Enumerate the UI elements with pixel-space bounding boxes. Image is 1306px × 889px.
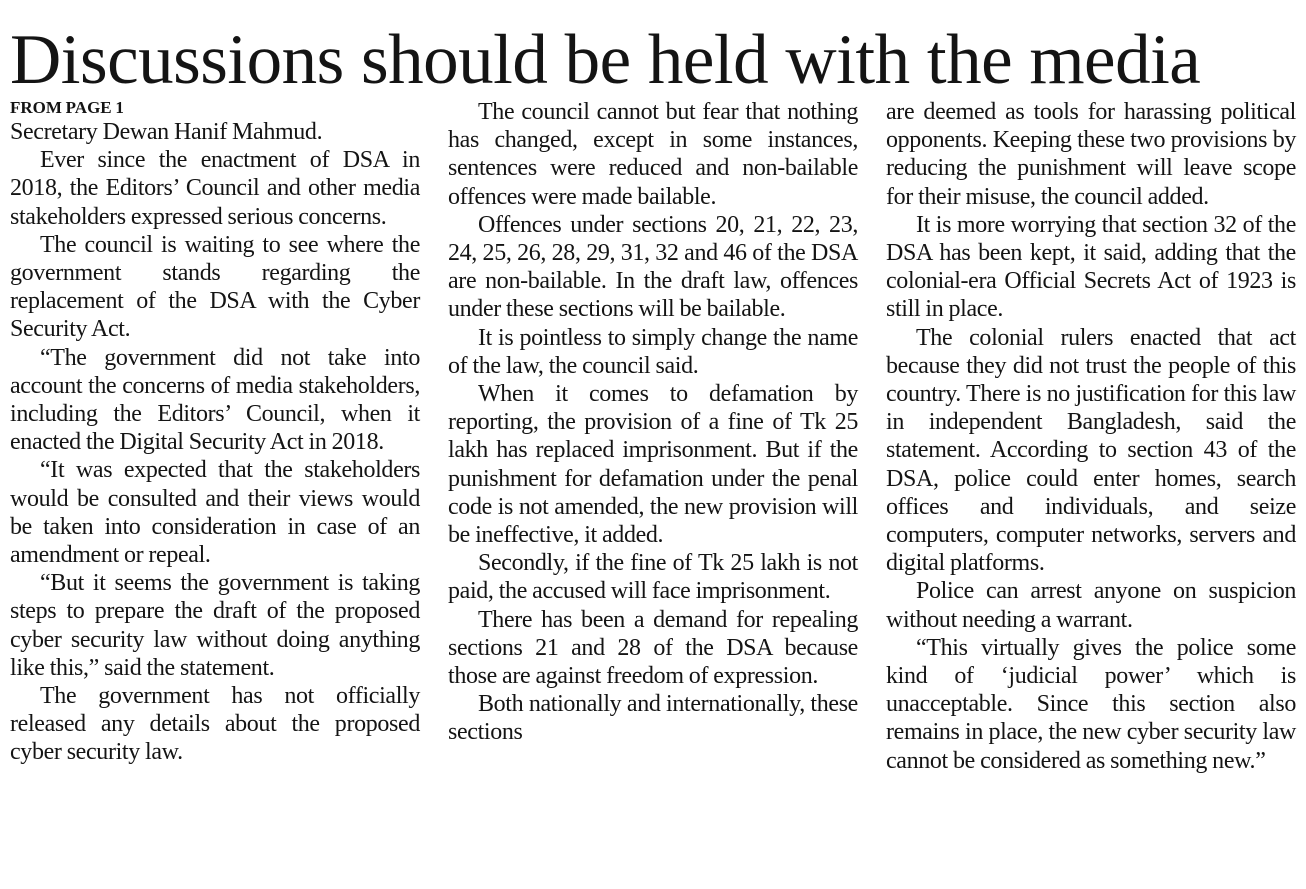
- continuation-kicker: FROM PAGE 1: [10, 98, 124, 117]
- paragraph: The government has not officially released any details about the proposed cyber security law.: [10, 683, 420, 766]
- paragraph: Police can arrest anyone on suspicion without needing a warrant.: [886, 578, 1296, 633]
- paragraph: “It was expected that the stakeholders would be consulted and their views would be taken into consideration in case of an amendment or repeal.: [10, 457, 420, 569]
- headline: Discussions should be held with the media: [10, 21, 1201, 99]
- article-column-3: [886, 98, 1296, 775]
- paragraph: are deemed as tools for harassing political opponents. Keeping these two provisions by reducing the punishment will leave scope for their misuse, the council added.: [886, 99, 1296, 210]
- paragraph: “This virtually gives the police some kind of ‘judicial power’ which is unacceptable. Since this section also remains in place, the new cyber security law cannot be considered as something new.”: [886, 634, 1296, 774]
- paragraph: It is pointless to simply change the name of the law, the council said.: [448, 324, 858, 379]
- paragraph: “The government did not take into account the concerns of media stakeholders, including the Editors’ Council, when it enacted the Digital Security Act in 2018.: [10, 344, 420, 456]
- paragraph: Ever since the enactment of DSA in 2018, the Editors’ Council and other media stakeholders expressed serious concerns.: [10, 147, 420, 230]
- article-column-1: [10, 98, 420, 767]
- paragraph: Secondly, if the fine of Tk 25 lakh is not paid, the accused will face imprisonment.: [448, 550, 858, 605]
- article-column-2: [448, 98, 858, 747]
- paragraph: “But it seems the government is taking steps to prepare the draft of the proposed cyber security law without doing anything like this,” said the statement.: [10, 570, 420, 681]
- paragraph: Secretary Dewan Hanif Mahmud.: [10, 119, 323, 145]
- paragraph: The council cannot but fear that nothing has changed, except in some instances, sentences were reduced and non-bailable offences were made bailable.: [448, 99, 858, 210]
- paragraph: When it comes to defamation by reporting, the provision of a fine of Tk 25 lakh has replaced imprisonment. But if the punishment for defamation under the penal code is not amended, the new provision will be ineffective, it added.: [448, 381, 858, 549]
- paragraph: Both nationally and internationally, these sections: [448, 691, 858, 746]
- paragraph: Offences under sections 20, 21, 22, 23, 24, 25, 26, 28, 29, 31, 32 and 46 of the DSA are non-bailable. In the draft law, offences under these sections will be bailable.: [448, 211, 858, 323]
- paragraph: The council is waiting to see where the government stands regarding the replacement of the DSA with the Cyber Security Act.: [10, 231, 420, 343]
- paragraph: The colonial rulers enacted that act because they did not trust the people of this country. There is no justification for this law in independent Bangladesh, said the statement. According to section 43 of the DSA, police could enter homes, search offices and individuals, and seize computers, computer networks, servers and digital platforms.: [886, 324, 1296, 577]
- paragraph: There has been a demand for repealing sections 21 and 28 of the DSA because those are against freedom of expression.: [448, 606, 858, 690]
- paragraph: It is more worrying that section 32 of the DSA has been kept, it said, adding that the colonial-era Official Secrets Act of 1923 is still in place.: [886, 211, 1296, 323]
